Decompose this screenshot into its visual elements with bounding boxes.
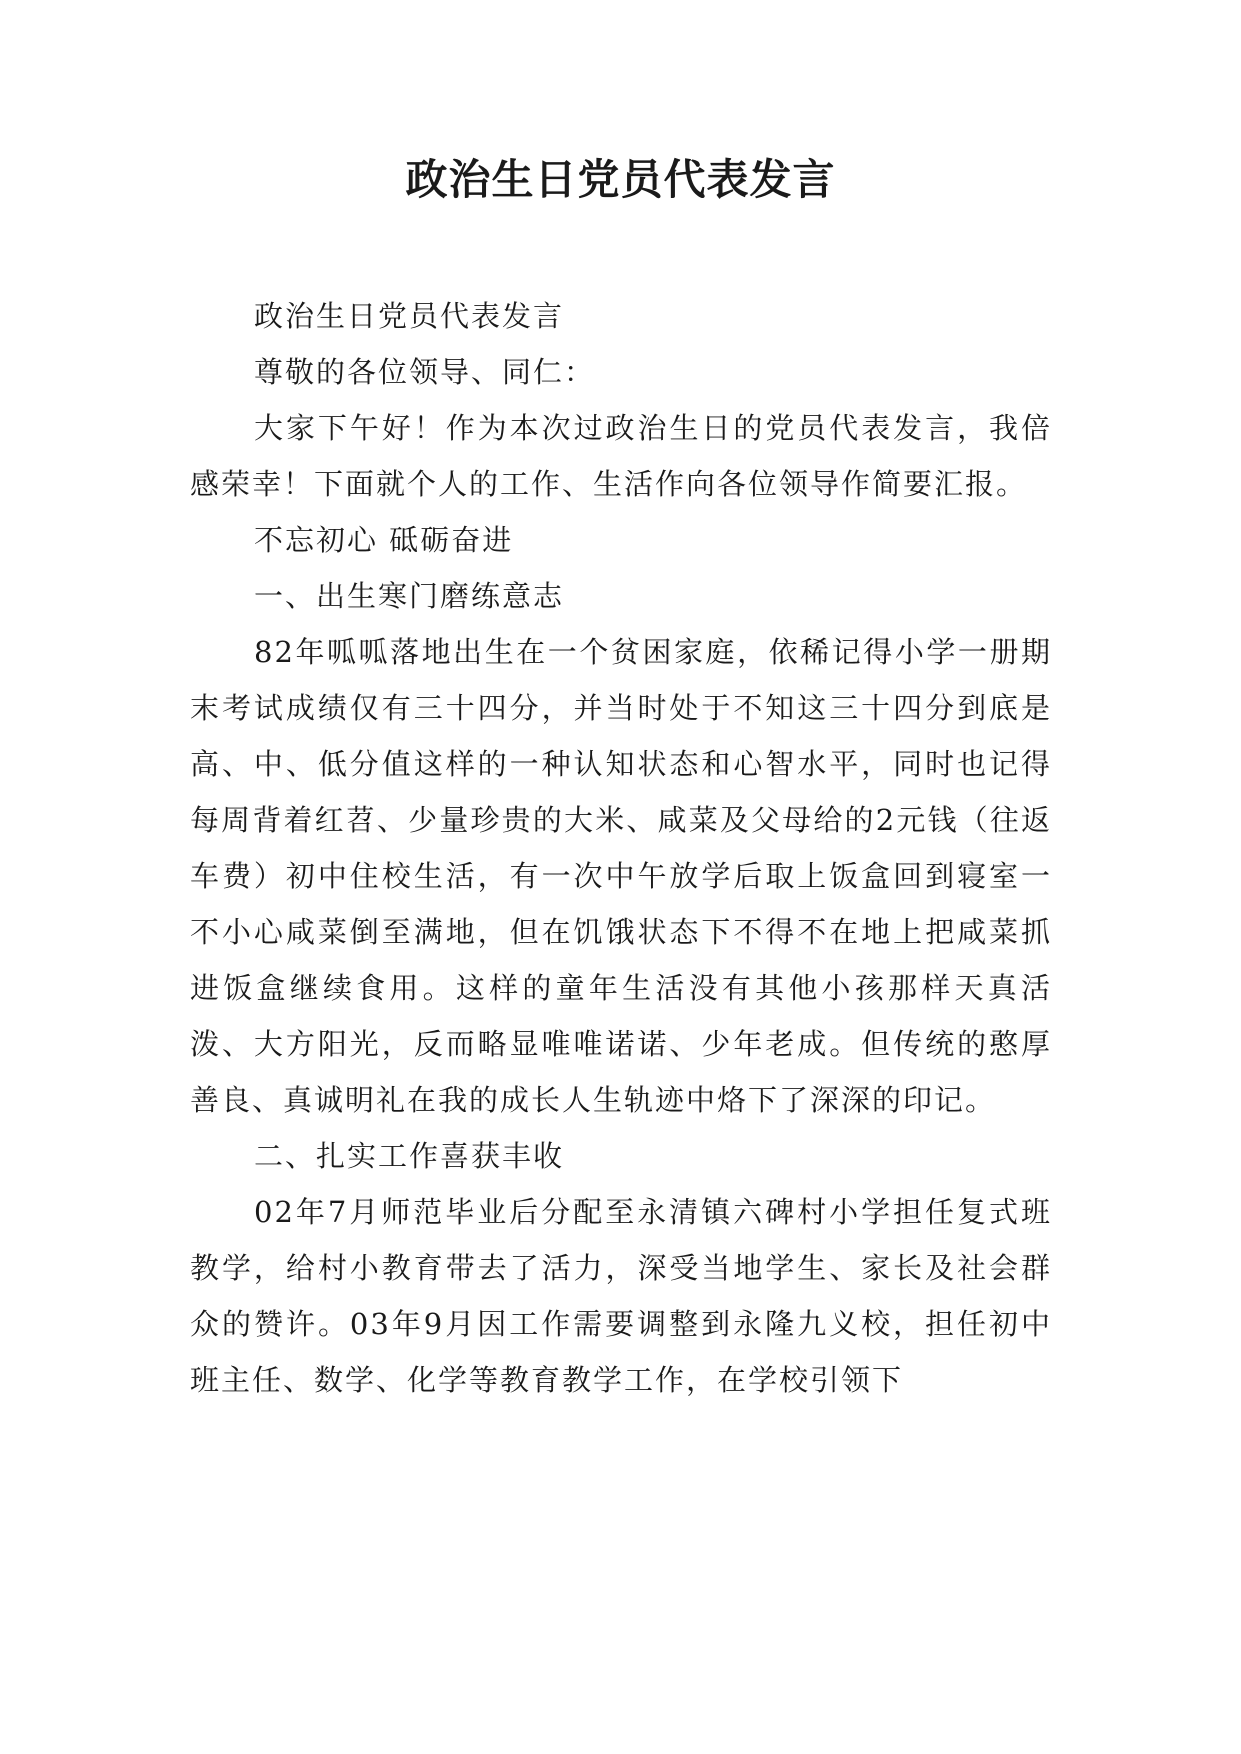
paragraph-work: 02年7月师范毕业后分配至永清镇六碑村小学担任复式班教学，给村小教育带去了活力，深受当地学生、家长及社会群众的赞许。03年9月因工作需要调整到永隆九义校，担任初中班主任、数学、化学等教育教学工作，在学校引领下	[190, 1195, 1052, 1397]
document-body	[190, 288, 1052, 1408]
paragraph-greeting: 大家下午好！作为本次过政治生日的党员代表发言，我倍感荣幸！下面就个人的工作、生活作向各位领导作简要汇报。	[190, 411, 1052, 501]
document-title: 政治生日党员代表发言	[405, 155, 836, 204]
paragraph-salutation: 尊敬的各位领导、同仁：	[254, 355, 596, 389]
section-heading-2: 二、扎实工作喜获丰收	[254, 1139, 565, 1173]
section-heading-1: 一、出生寒门磨练意志	[254, 579, 565, 613]
paragraph-heading: 政治生日党员代表发言	[254, 299, 565, 333]
paragraph-childhood: 82年呱呱落地出生在一个贫困家庭，依稀记得小学一册期末考试成绩仅有三十四分，并当时处于不知这三十四分到底是高、中、低分值这样的一种认知状态和心智水平，同时也记得每周背着红苕、少量珍贵的大米、咸菜及父母给的2元钱（往返车费）初中住校生活，有一次中午放学后取上饭盒回到寝室一不小心咸菜倒至满地，但在饥饿状态下不得不在地上把咸菜抓进饭盒继续食用。这样的童年生活没有其他小孩那样天真活泼、大方阳光，反而略显唯唯诺诺、少年老成。但传统的憨厚善良、真诚明礼在我的成长人生轨迹中烙下了深深的印记。	[190, 635, 1052, 1117]
paragraph-theme: 不忘初心 砥砺奋进	[254, 523, 514, 557]
